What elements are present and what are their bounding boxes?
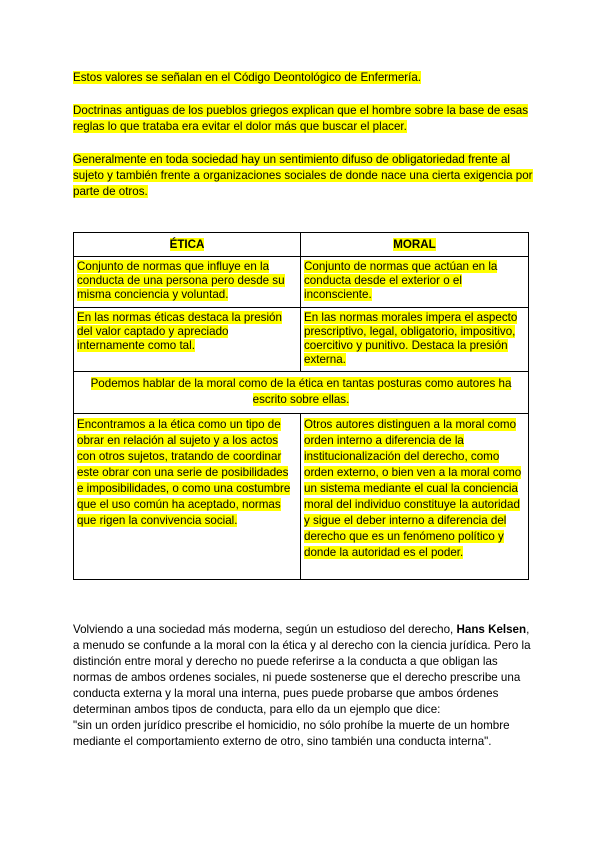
table-row: [74, 414, 529, 580]
closing-text: Volviendo a una sociedad más moderna, según un estudioso del derecho,: [73, 623, 457, 636]
highlighted-text: Generalmente en toda sociedad hay un sentimiento difuso de obligatoriedad frente al sujeto y también frente a organizaciones sociales de donde nace una cierta exigencia por parte de otros.: [73, 153, 533, 198]
table-cell-moral: [301, 414, 529, 580]
highlighted-text: Estos valores se señalan en el Código Deontológico de Enfermería.: [73, 71, 422, 84]
closing-paragraph: [73, 622, 535, 750]
cell-text: En las normas éticas destaca la presión del valor captado y apreciado internamente como tal.: [77, 311, 282, 352]
kelsen-quote: "sin un orden jurídico prescribe el homicidio, no sólo prohíbe la muerte de un hombre mediante el comportamiento externo de otro, sino también una conducta interna".: [73, 719, 510, 748]
header-moral-label: MORAL: [393, 238, 436, 251]
table-row: [74, 257, 529, 308]
table-cell-moral: [301, 308, 529, 372]
table-cell-etica: [74, 414, 301, 580]
author-name: Hans Kelsen: [456, 623, 527, 636]
cell-text-line-1: Podemos hablar de la moral como de la ética en tantas posturas como autores ha: [90, 377, 512, 390]
table-cell-moral: [301, 257, 529, 308]
intro-paragraph-2: [73, 103, 533, 135]
header-etica: [74, 233, 301, 257]
cell-text-line-2: escrito sobre ellas.: [252, 393, 350, 406]
table-header-row: [74, 233, 529, 257]
closing-text: , a menudo se confunde a la moral con la ética y al derecho con la ciencia jurídica. Pero la distinción entre moral y derecho no puede referirse a la conducta a que obligan las normas de ambos ordenes sociales, ni puede sostenerse que el derecho prescribe una conducta externa y la moral una interna, pues puede probarse que ambos órdenes determinan ambos tipos de conducta, para ello da un ejemplo que dice:: [73, 623, 531, 716]
table-row: [74, 308, 529, 372]
header-moral: [301, 233, 529, 257]
intro-paragraph-3: [73, 152, 533, 200]
header-etica-label: ÉTICA: [169, 238, 205, 251]
table-cell-merged: [74, 372, 529, 414]
cell-text: Conjunto de normas que actúan en la conducta desde el exterior o el inconsciente.: [304, 260, 498, 301]
table-cell-etica: [74, 257, 301, 308]
table-cell-etica: [74, 308, 301, 372]
table-row-merged: [74, 372, 529, 414]
cell-text: En las normas morales impera el aspecto prescriptivo, legal, obligatorio, impositivo, coercitivo y punitivo. Destaca la presión externa.: [304, 311, 518, 366]
cell-text: Conjunto de normas que influye en la conducta de una persona pero desde su misma conciencia y voluntad.: [77, 260, 285, 301]
cell-text: Otros autores distinguen a la moral como orden interno a diferencia de la institucionalización del derecho, como orden externo, o bien ven a la moral como un sistema mediante el cual la conciencia moral del individuo constituye la autoridad y sigue el deber interno a diferencia del derecho que es un fenómeno político y donde la autoridad es el poder.: [304, 418, 522, 559]
cell-text: Encontramos a la ética como un tipo de obrar en relación al sujeto y a los actos con otros sujetos, tratando de coordinar este obrar con una serie de posibilidades e imposibilidades, o como una costumbre que el uso común ha aceptado, normas que rigen la convivencia social.: [77, 418, 291, 527]
ethics-moral-comparison-table: [73, 232, 529, 580]
intro-paragraph-1: [73, 70, 533, 86]
highlighted-text: Doctrinas antiguas de los pueblos griegos explican que el hombre sobre la base de esas reglas lo que trataba era evitar el dolor más que buscar el placer.: [73, 104, 529, 133]
